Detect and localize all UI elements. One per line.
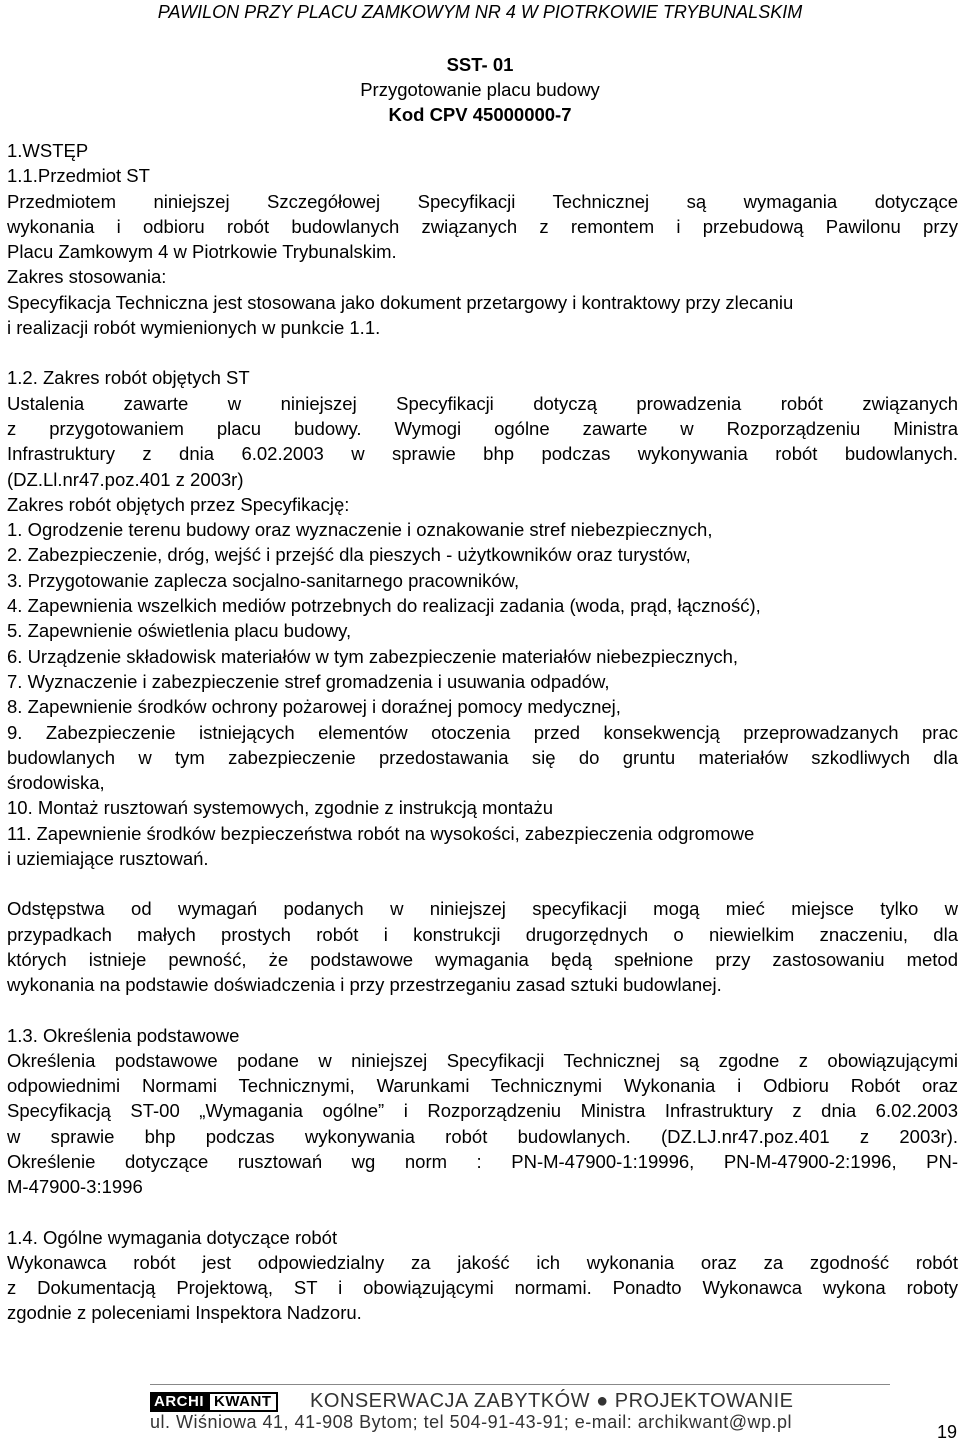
list-item: 10. Montaż rusztowań systemowych, zgodnie z instrukcją montażu (7, 797, 553, 819)
paragraph-line: Określenia podstawowe podane w niniejszej Specyfikacji Technicznej są zgodne z obowiązującymi (7, 1049, 958, 1071)
paragraph-line: z Dokumentacją Projektową, ST i obowiązującymi normami. Ponadto Wykonawca wykona roboty (7, 1277, 958, 1299)
paragraph-line: M-47900-3:1996 (7, 1176, 143, 1198)
list-item: 6. Urządzenie składowisk materiałów w tym zabezpieczenie materiałów niebezpiecznych, (7, 645, 739, 667)
paragraph-label: Zakres stosowania: (7, 266, 167, 288)
section-heading: 1.4. Ogólne wymagania dotyczące robót (7, 1226, 338, 1248)
paragraph-line: Ustalenia zawarte w niniejszej Specyfikacji dotyczą prowadzenia robót związanych (7, 392, 958, 414)
list-item: budowlanych w tym zabezpieczenie przedostawania się do gruntu materiałów szkodliwych dla (7, 746, 958, 768)
section-heading: 1.1.Przedmiot ST (7, 165, 150, 187)
spec-code: SST- 01 (446, 54, 514, 75)
list-item: 8. Zapewnienie środków ochrony pożarowej i doraźnej pomocy medycznej, (7, 696, 621, 718)
paragraph-line: wykonania i odbioru robót budowlanych związanych z remontem i przebudową Pawilonu przy (7, 215, 958, 237)
list-item: i uziemiające rusztowań. (7, 848, 209, 870)
paragraph-line: Specyfikacją ST-00 „Wymagania ogólne” i Rozporządzeniu Ministra Infrastruktury z dnia 6.02.2003 (7, 1100, 958, 1122)
paragraph-line: przypadkach małych prostych robót i konstrukcji drugorzędnych o niewielkim znaczeniu, dla (7, 923, 958, 945)
archikwant-logo (150, 1392, 278, 1412)
paragraph-line: wykonania na podstawie doświadczenia i przy przestrzeganiu zasad sztuki budowlanej. (7, 974, 722, 996)
paragraph-line: odpowiednimi Normami Technicznymi, Warunkami Technicznymi Wykonania i Odbioru Robót oraz (7, 1075, 958, 1097)
page-number: 19 (937, 1422, 958, 1442)
list-item: 3. Przygotowanie zaplecza socjalno-sanitarnego pracowników, (7, 569, 520, 591)
spec-cpv: Kod CPV 45000000-7 (388, 104, 572, 125)
paragraph-line: z przygotowaniem placu budowy. Wymogi ogólne zawarte w Rozporządzeniu Ministra (7, 417, 958, 439)
paragraph-line: Przedmiotem niniejszej Szczegółowej Specyfikacji Technicznej są wymagania dotyczące (7, 190, 958, 212)
paragraph-line: których istnieje pewność, że podstawowe wymagania będą spełnione przy zastosowaniu metod (7, 948, 958, 970)
running-header: PAWILON PRZY PLACU ZAMKOWYM NR 4 W PIOTRKOWIE TRYBUNALSKIM (157, 2, 803, 22)
spec-name: Przygotowanie placu budowy (360, 79, 600, 100)
list-item: 4. Zapewnienia wszelkich mediów potrzebnych do realizacji zadania (woda, prąd, łączność), (7, 595, 761, 617)
paragraph-line: Określenie dotyczące rusztowań wg norm : PN-M-47900-1:19996, PN-M-47900-2:1996, PN- (7, 1150, 958, 1172)
document-body (7, 138, 958, 1326)
paragraph-line: (DZ.Ll.nr47.poz.401 z 2003r) (7, 468, 244, 490)
footer-tagline: KONSERWACJA ZABYTKÓW ● PROJEKTOWANIE (310, 1390, 794, 1412)
section-heading: 1.WSTĘP (7, 140, 89, 161)
list-item: 11. Zapewnienie środków bezpieczeństwa robót na wysokości, zabezpieczenia odgromowe (7, 822, 755, 844)
list-item: 5. Zapewnienie oświetlenia placu budowy, (7, 620, 352, 642)
paragraph-line: w sprawie bhp podczas wykonywania robót budowlanych. (DZ.LJ.nr47.poz.401 z 2003r). (7, 1125, 958, 1147)
paragraph-line: Wykonawca robót jest odpowiedzialny za jakość ich wykonania oraz za zgodność robót (7, 1251, 958, 1273)
paragraph-label: Zakres robót objętych przez Specyfikację: (7, 493, 350, 515)
paragraph-line: i realizacji robót wymienionych w punkcie 1.1. (7, 317, 381, 339)
paragraph-line: zgodnie z poleceniami Inspektora Nadzoru. (7, 1302, 362, 1324)
section-heading: 1.3. Określenia podstawowe (7, 1024, 240, 1046)
section-heading: 1.2. Zakres robót objętych ST (7, 367, 250, 389)
list-item: środowiska, (7, 772, 105, 794)
logo-right-text: KWANT (208, 1392, 278, 1412)
list-item: 7. Wyznaczenie i zabezpieczenie stref gromadzenia i usuwania odpadów, (7, 670, 610, 692)
paragraph-line: Placu Zamkowym 4 w Piotrkowie Trybunalskim. (7, 241, 397, 263)
footer-address: ul. Wiśniowa 41, 41-908 Bytom; tel 504-91-43-91; e-mail: archikwant@wp.pl (150, 1412, 793, 1432)
list-item: 2. Zabezpieczenie, dróg, wejść i przejść dla pieszych - użytkowników oraz turystów, (7, 544, 691, 566)
logo-left-text: ARCHI (150, 1392, 208, 1412)
list-item: 9. Zabezpieczenie istniejących elementów otoczenia przed konsekwencją przeprowadzanych prac (7, 721, 958, 743)
list-item: 1. Ogrodzenie terenu budowy oraz wyznaczenie i oznakowanie stref niebezpiecznych, (7, 519, 713, 541)
paragraph-line: Infrastruktury z dnia 6.02.2003 w sprawie bhp podczas wykonywania robót budowlanych. (7, 443, 958, 465)
spec-title-block (0, 52, 960, 127)
paragraph-line: Odstępstwa od wymagań podanych w niniejszej specyfikacji mogą mieć miejsce tylko w (7, 898, 958, 920)
footer-divider (150, 1384, 890, 1385)
paragraph-line: Specyfikacja Techniczna jest stosowana jako dokument przetargowy i kontraktowy przy zlecaniu (7, 291, 794, 313)
